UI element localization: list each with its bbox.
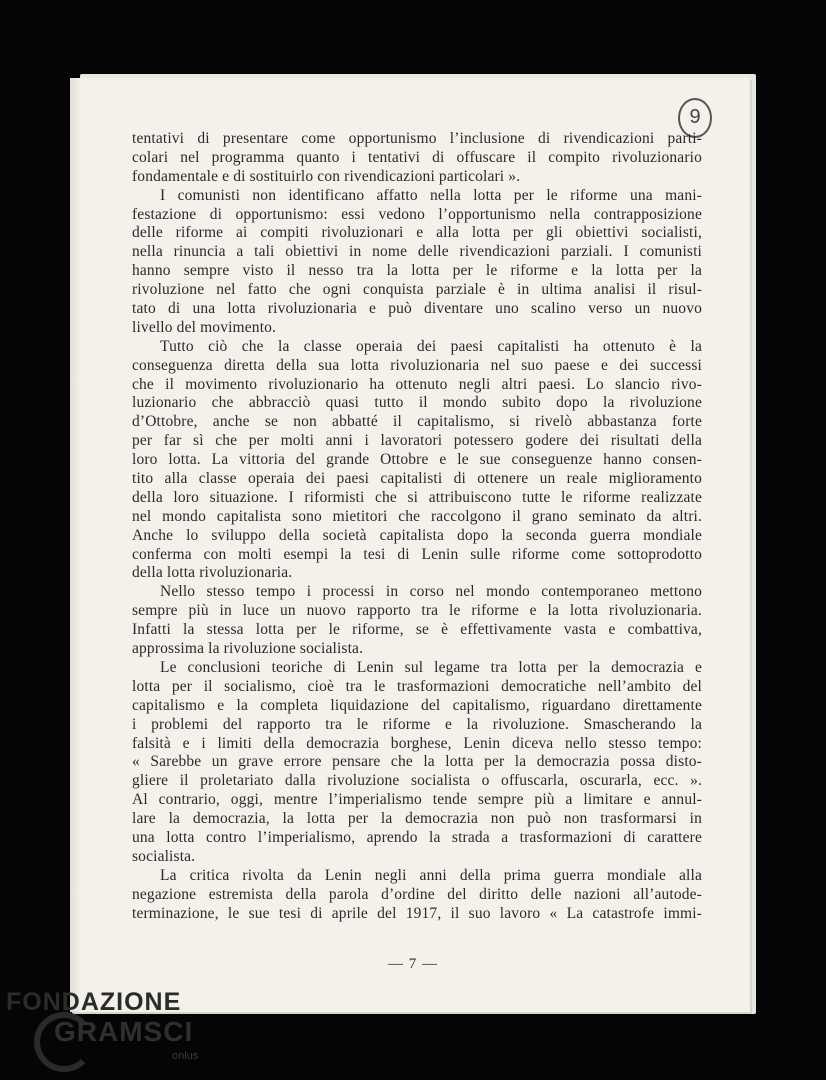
text-line: conseguenza diretta della sua lotta rivoluzionaria nel suo paese e dei successi bbox=[132, 356, 702, 374]
text-line: festazione di opportunismo: essi vedono l’opportunismo nella contrapposizione bbox=[132, 205, 702, 223]
text-line: della loro situazione. I riformisti che si attribuiscono tutte le riforme realizzate bbox=[132, 488, 702, 506]
text-line: lotta per il socialismo, cioè tra le trasformazioni democratiche nell’ambito del bbox=[132, 677, 702, 695]
page-number: — 7 — bbox=[388, 956, 438, 972]
text-line: sempre più in luce un nuovo rapporto tra le riforme e la lotta rivoluzionaria. bbox=[132, 602, 702, 620]
text-line: lare la democrazia, la lotta per la democrazia non può non trasformarsi in bbox=[132, 810, 702, 828]
text-line: gliere il proletariato dalla rivoluzione socialista o offuscarla, oscurarla, ecc. ». bbox=[132, 772, 702, 790]
text-line: livello del movimento. bbox=[132, 318, 277, 336]
text-line: « Sarebbe un grave errore pensare che la lotta per la democrazia possa disto- bbox=[132, 753, 702, 771]
text-line: nella rinuncia a tali obiettivi in nome delle rivendicazioni parziali. I comunisti bbox=[132, 243, 702, 261]
text-line: rivoluzione nel fatto che ogni conquista parziale è in ultima analisi il risul- bbox=[132, 281, 702, 299]
watermark-logo bbox=[6, 988, 226, 1078]
text-line: luzionario che abbracciò quasi tutto il mondo subito dopo la rivoluzione bbox=[132, 394, 702, 412]
text-line: della lotta rivoluzionaria. bbox=[132, 564, 293, 582]
page-binding-edge bbox=[70, 78, 80, 1012]
text-line: Tutto ciò che la classe operaia dei paesi capitalisti ha ottenuto è la bbox=[160, 337, 702, 355]
text-line: fondamentale e di sostituirlo con rivendicazioni particolari ». bbox=[132, 167, 521, 185]
text-line: negazione estremista della parola d’ordine del diritto delle nazioni all’autode- bbox=[132, 885, 702, 903]
text-line: i problemi del rapporto tra le riforme e la rivoluzione. Smascherando la bbox=[132, 715, 702, 733]
text-line: hanno sempre visto il nesso tra la lotta per le riforme e la lotta per la bbox=[132, 262, 702, 280]
text-line: approssima la rivoluzione socialista. bbox=[132, 640, 364, 658]
text-line: colari nel programma quanto i tentativi di offuscare il compito rivoluzionario bbox=[132, 148, 702, 166]
text-line: d’Ottobre, anche se non abbatté il capitalismo, si rivelò abbastanza forte bbox=[132, 413, 702, 431]
text-line: falsità e i limiti della democrazia borghese, Lenin diceva nello stesso tempo: bbox=[132, 734, 702, 752]
handwritten-page-annotation: 9 bbox=[678, 98, 712, 138]
text-line: Le conclusioni teoriche di Lenin sul legame tra lotta per la democrazia e bbox=[160, 658, 702, 676]
text-line: socialista. bbox=[132, 847, 196, 865]
text-line: capitalismo e la completa liquidazione del capitalismo, riguardano direttamente bbox=[132, 696, 702, 714]
text-line: Al contrario, oggi, mentre l’imperialismo tende sempre più a limitare e annul- bbox=[132, 791, 702, 809]
text-line: conferma con molti esempi la tesi di Lenin sulle riforme come sottoprodotto bbox=[132, 545, 702, 563]
watermark-line1: FONDAZIONE bbox=[6, 988, 182, 1016]
text-line: tito alla classe operaia dei paesi capitalisti di ottenere un reale miglioramento bbox=[132, 470, 702, 488]
text-line: tato di una lotta rivoluzionaria e può diventare uno scalino verso un nuovo bbox=[132, 300, 702, 318]
text-line: delle riforme ai compiti rivoluzionari e alla lotta per gli obiettivi socialisti, bbox=[132, 224, 702, 242]
watermark-line2: GRAMSCI bbox=[54, 1016, 194, 1047]
text-line: Anche lo sviluppo della società capitalista dopo la seconda guerra mondiale bbox=[132, 526, 702, 544]
text-line: Nello stesso tempo i processi in corso nel mondo contemporaneo mettono bbox=[160, 583, 702, 601]
watermark-suffix: onlus bbox=[172, 1050, 199, 1062]
text-line: I comunisti non identificano affatto nella lotta per le riforme una mani- bbox=[160, 186, 702, 204]
text-line: terminazione, le sue tesi di aprile del 1917, il suo lavoro « La catastrofe immi- bbox=[132, 904, 702, 922]
text-line: loro lotta. La vittoria del grande Ottobre e le sue conseguenze hanno consen- bbox=[132, 451, 702, 469]
text-line: per far sì che per molti anni i lavoratori potessero godere dei risultati della bbox=[132, 432, 702, 450]
text-line: che il movimento rivoluzionario ha ottenuto negli altri paesi. Lo slancio rivo- bbox=[132, 375, 702, 393]
text-line: tentativi di presentare come opportunismo l’inclusione di rivendicazioni parti- bbox=[132, 130, 702, 147]
text-line: una lotta contro l’imperialismo, aprendo la strada a trasformazioni di carattere bbox=[132, 828, 702, 846]
body-text bbox=[132, 130, 702, 923]
text-line: Infatti la stessa lotta per le riforme, se è effettivamente vasta e combattiva, bbox=[132, 621, 702, 639]
text-line: La critica rivolta da Lenin negli anni della prima guerra mondiale alla bbox=[160, 866, 702, 884]
text-line: nel mondo capitalista sono mietitori che raccolgono il grano seminato da altri. bbox=[132, 507, 702, 525]
